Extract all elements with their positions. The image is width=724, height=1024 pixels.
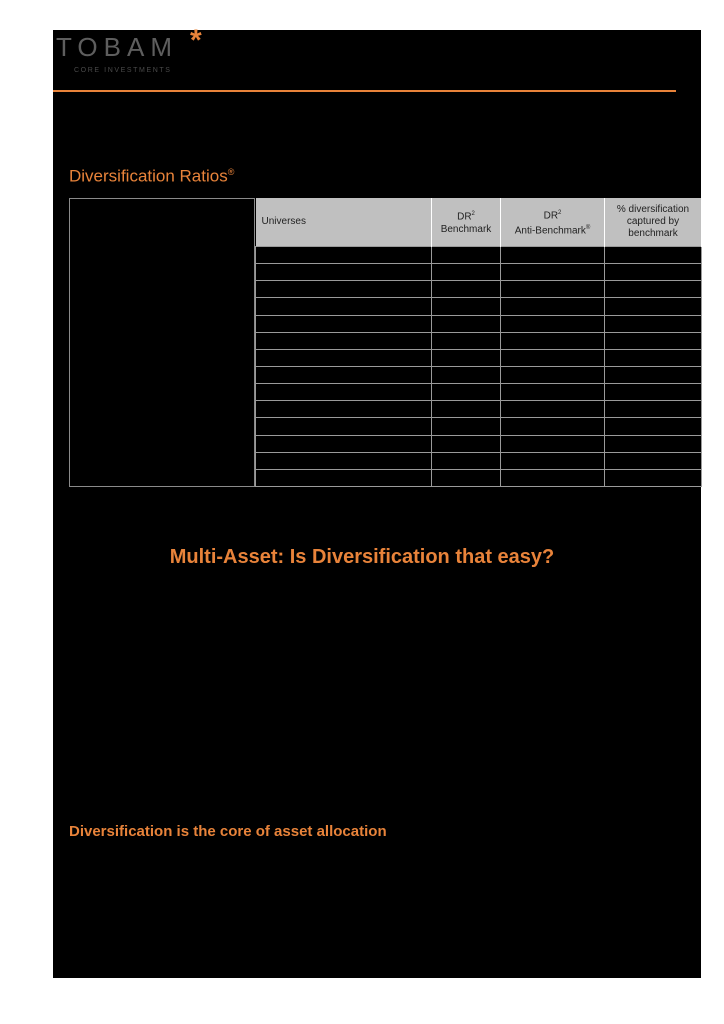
- table-row: [256, 418, 702, 435]
- table-cell: [432, 435, 501, 452]
- table-cell: [432, 264, 501, 281]
- table-cell: [432, 349, 501, 366]
- diversification-ratios-table: [255, 198, 702, 487]
- table-row: [256, 435, 702, 452]
- table-cell: [432, 452, 501, 469]
- header-divider: [53, 90, 676, 92]
- table-cell: [501, 418, 605, 435]
- logo-tagline: CORE INVESTMENTS: [74, 67, 172, 74]
- header-dr-benchmark: $DR^2$ Benchmark: [432, 198, 501, 247]
- table-cell: [605, 281, 702, 298]
- table-cell: [501, 332, 605, 349]
- table-cell: [432, 247, 501, 264]
- table-cell: [501, 452, 605, 469]
- table-row: [256, 366, 702, 383]
- table-cell: [432, 315, 501, 332]
- table-cell: [605, 401, 702, 418]
- table-row: [256, 349, 702, 366]
- table-cell: [501, 315, 605, 332]
- table-cell: [605, 418, 702, 435]
- header-universes: Universes: [256, 198, 432, 247]
- table-row: [256, 264, 702, 281]
- table-cell: [501, 349, 605, 366]
- table-cell: [501, 281, 605, 298]
- chart-placeholder-box: [69, 198, 255, 487]
- table-cell: [501, 401, 605, 418]
- table-cell: [432, 418, 501, 435]
- table-cell: [432, 281, 501, 298]
- table-cell: [256, 264, 432, 281]
- tobam-logo: [56, 24, 226, 80]
- table-cell: [605, 298, 702, 315]
- logo-wordmark: TOBAM: [56, 32, 178, 62]
- table-row: [256, 452, 702, 469]
- logo-star-icon: *: [190, 24, 202, 57]
- table-cell: [605, 384, 702, 401]
- table-cell: [256, 452, 432, 469]
- table-cell: [256, 435, 432, 452]
- table-cell: [605, 469, 702, 486]
- table-cell: [501, 264, 605, 281]
- table-cell: [605, 332, 702, 349]
- table-cell: [432, 298, 501, 315]
- table-cell: [605, 435, 702, 452]
- table-cell: [605, 452, 702, 469]
- table-row: [256, 281, 702, 298]
- table-cell: [256, 315, 432, 332]
- table-cell: [256, 349, 432, 366]
- table-cell: [432, 401, 501, 418]
- table-row: [256, 384, 702, 401]
- section-title: [69, 162, 234, 187]
- table-cell: [256, 469, 432, 486]
- headline: Multi-Asset: Is Diversification that easy?: [169, 546, 555, 568]
- subheading: Diversification is the core of asset allocation: [69, 823, 387, 840]
- table-cell: [501, 435, 605, 452]
- table-header-row: [256, 198, 702, 247]
- table-cell: [605, 366, 702, 383]
- table-cell: [605, 247, 702, 264]
- table-cell: [501, 469, 605, 486]
- table-cell: [605, 264, 702, 281]
- table-cell: [256, 384, 432, 401]
- section-title-text: Diversification Ratios: [69, 166, 228, 186]
- table-cell: [432, 469, 501, 486]
- table-row: [256, 401, 702, 418]
- table-cell: [256, 298, 432, 315]
- table-cell: [501, 298, 605, 315]
- table-row: [256, 247, 702, 264]
- table-cell: [256, 418, 432, 435]
- header-dr-anti-benchmark: $DR^2$ Anti-Benchmark®: [501, 198, 605, 247]
- table-cell: [256, 281, 432, 298]
- table-cell: [501, 384, 605, 401]
- table-row: [256, 469, 702, 486]
- table-cell: [432, 366, 501, 383]
- table-body: [256, 247, 702, 487]
- table-cell: [256, 332, 432, 349]
- table-cell: [432, 332, 501, 349]
- table-cell: [432, 384, 501, 401]
- table-cell: [256, 366, 432, 383]
- table-cell: [605, 349, 702, 366]
- table-row: [256, 315, 702, 332]
- table-cell: [605, 315, 702, 332]
- table-cell: [256, 401, 432, 418]
- table-cell: [501, 247, 605, 264]
- table-cell: [501, 366, 605, 383]
- table-row: [256, 332, 702, 349]
- header-pct-diversification: % diversification captured by benchmark: [605, 198, 702, 247]
- table-cell: [256, 247, 432, 264]
- table-row: [256, 298, 702, 315]
- registered-mark: ®: [227, 167, 235, 177]
